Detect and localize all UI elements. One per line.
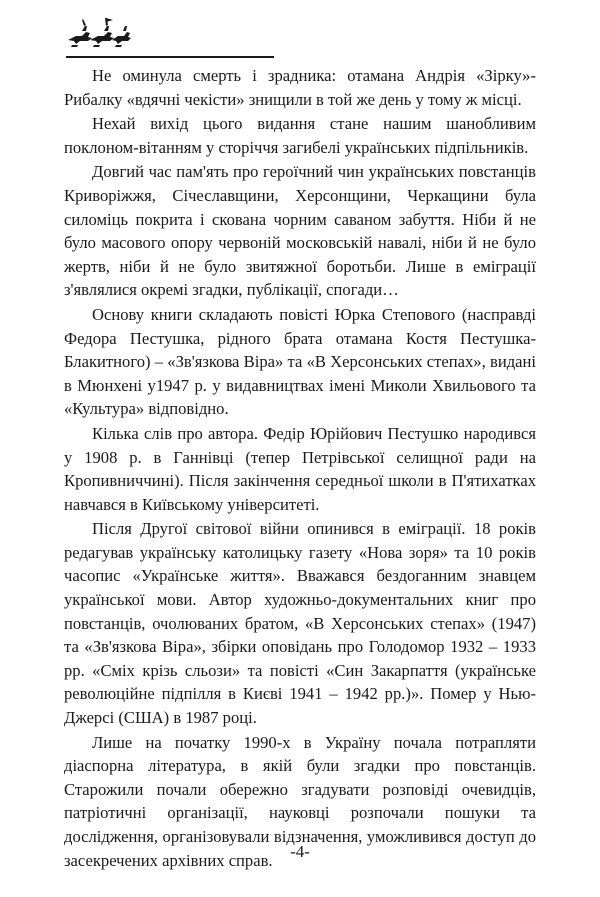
- paragraph: Не оминула смерть і зрадника: отамана Андрія «Зірку»-Рибалку «вдячні чекісти» знищили в той же день у тому ж місці.: [64, 66, 536, 109]
- paragraph: Після Другої світової війни опинився в еміграції. 18 років редагував українську католицьку газету «Нова зоря» та 10 років часопис «Українське життя». Вважався бездоганним знавцем української мови. Автор художньо-документальних книг про повстанців, очолюваних братом, «В Херсонських степах» (1947) та «Зв'язкова Віра», збірки оповідань про Голодомор 1932 – 1933 рр. «Сміх крізь сльози» та повісті «Син Закарпаття (українське революційне підпілля в Києві 1941 – 1942 рр.)». Помер у Нью-Джерсі (США) в 1987 році.: [64, 519, 536, 728]
- paragraph: Кілька слів про автора. Федір Юрійович Пестушко народився у 1908 р. в Ганнівці (тепер Петрівської селищної ради на Кропивниччині). Після закінчення середньої школи в П'ятихатках навчався в Київському університеті.: [64, 423, 536, 514]
- paragraph: Основу книги складають повісті Юрка Степового (насправді Федора Пестушка, рідного брата отамана Костя Пестушка-Блакитного) – «Зв'язкова Віра» та «В Херсонських степах», видані в Мюнхені у1947 р. у видавництвах імені Миколи Хвильового та «Культура» відповідно.: [64, 304, 536, 419]
- body-text: [64, 64, 536, 872]
- header-rule: [66, 56, 274, 58]
- paragraph: Нехай вихід цього видання стане нашим шанобливим поклоном-вітанням у сторіччя загибелі українських підпільників.: [64, 114, 536, 157]
- page-number: -4-: [290, 842, 310, 861]
- horse-riders-icon: [66, 14, 132, 48]
- paragraph: Лише на початку 1990-х в Україну почала потрапляти діаспорна література, в якій були згадки про повстанців. Старожили почали обережно згадувати розповіді очевидців, патріотичні організації, науковці розпочали пошуки та дослідження, організовували відзначення, уможливився доступ до засекречених архівних справ.: [64, 732, 536, 870]
- paragraph: Довгий час пам'ять про героїчний чин українських повстанців Криворіжжя, Січеславщини, Херсонщини, Черкащини була силоміць покрита і скована чорним саваном забуття. Ніби й не було масового опору червоній московській навалі, ніби й не було жертв, ніби й не було звитяжної боротьби. Лише в еміграції з'являлися окремі згадки, публікації, спогади…: [64, 162, 536, 300]
